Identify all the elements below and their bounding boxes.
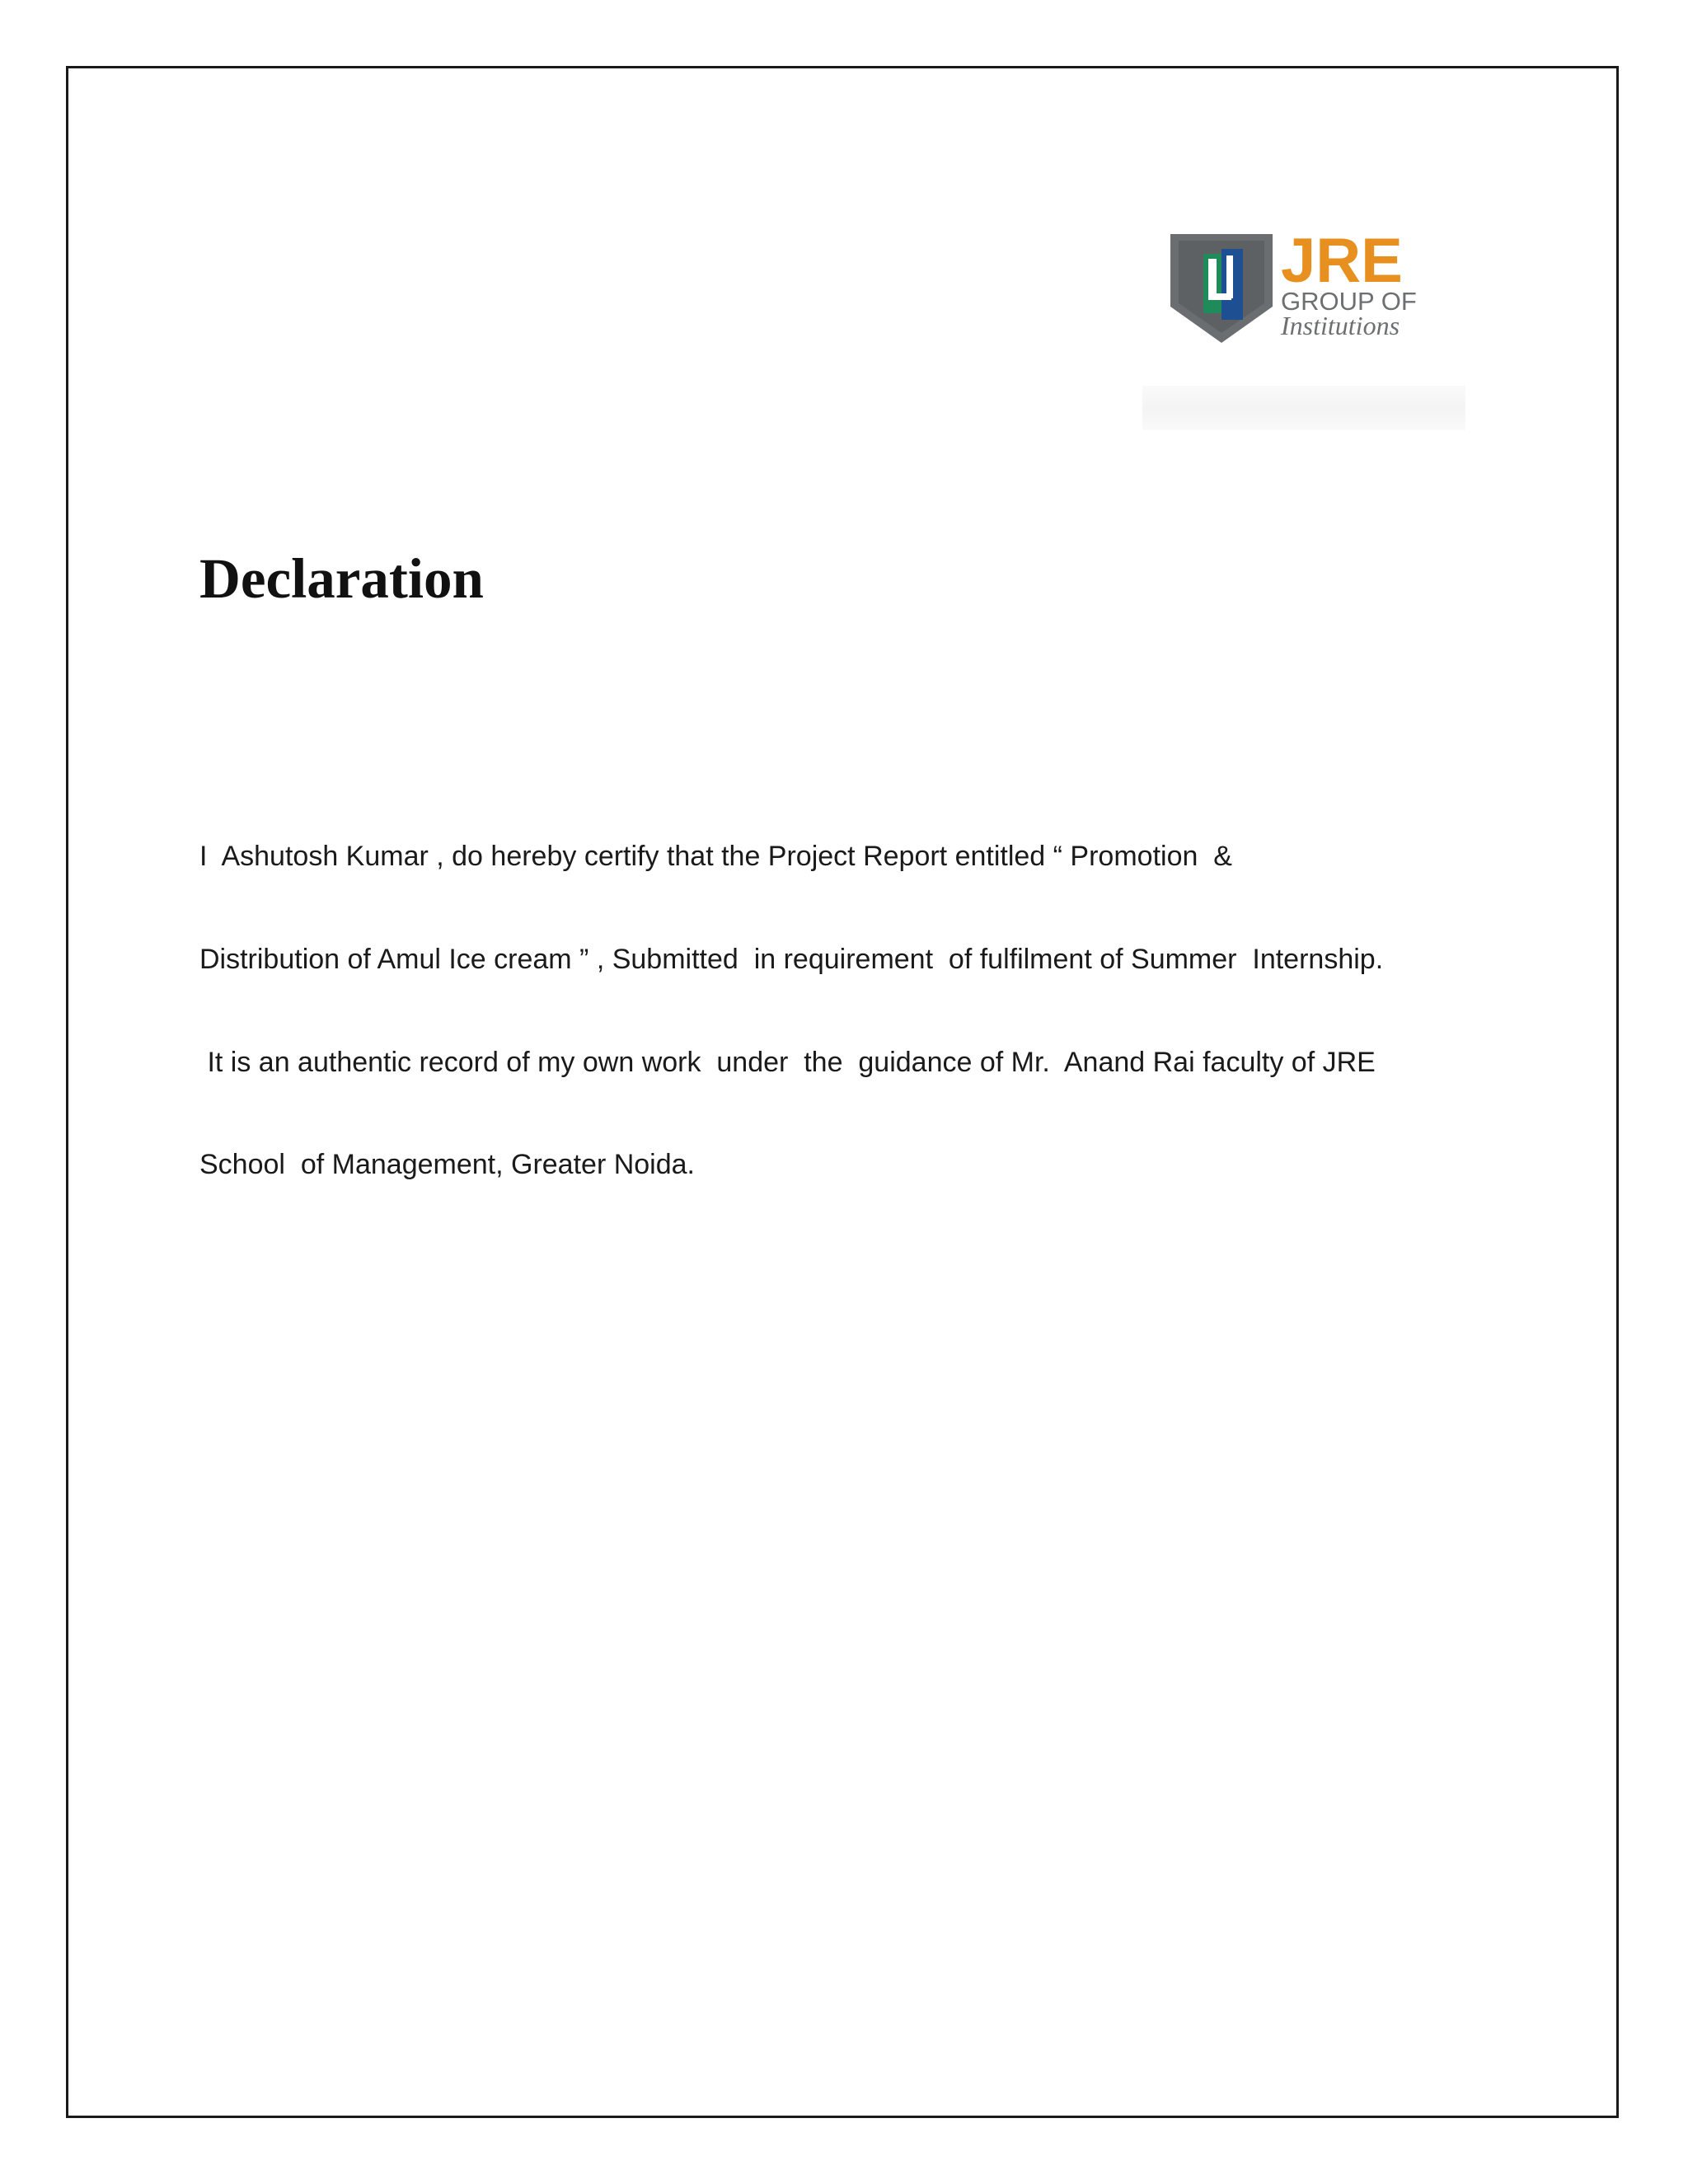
jre-logo <box>1167 231 1447 346</box>
svg-text:Institutions: Institutions <box>1281 311 1400 340</box>
logo-shadow-band <box>1142 386 1465 430</box>
svg-text:GROUP OF: GROUP OF <box>1281 287 1417 316</box>
paragraph-line-1: I Ashutosh Kumar , do hereby certify that the Project Report entitled “ Promotion & <box>199 841 1232 872</box>
page-border <box>66 66 1619 2118</box>
paragraph-line-3: It is an authentic record of my own work under the guidance of Mr. Anand Rai faculty of JRE <box>199 1047 1376 1078</box>
paragraph-line-2: Distribution of Amul Ice cream ” , Submitted in requirement of fulfilment of Summer Internship. <box>199 944 1384 975</box>
paragraph-line-4: School of Management, Greater Noida. <box>199 1149 695 1180</box>
svg-text:JRE: JRE <box>1281 231 1403 296</box>
document-title: Declaration <box>199 547 484 610</box>
